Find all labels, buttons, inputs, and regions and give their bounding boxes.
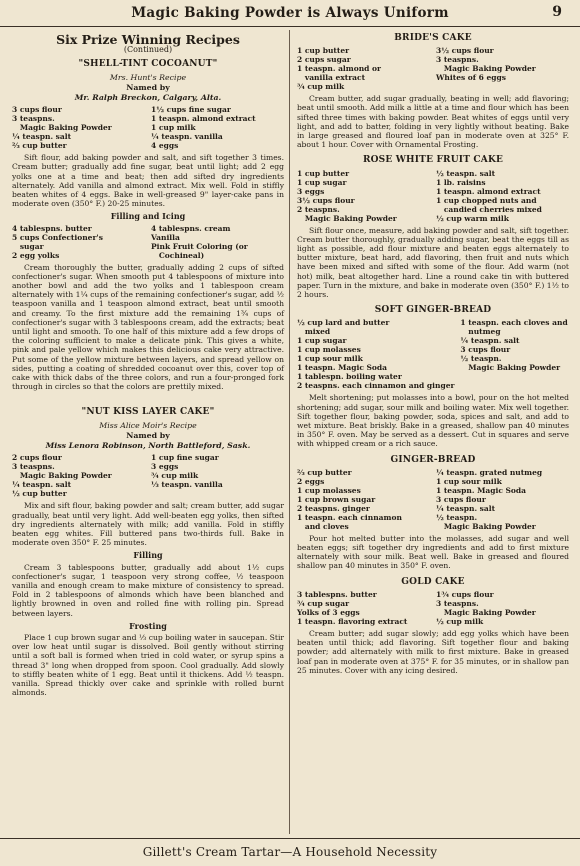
ingredient-line: 2 teaspns. <box>297 204 340 214</box>
ingredient-column <box>297 590 436 626</box>
ingredient-line: 3 eggs <box>151 462 179 472</box>
left-column <box>12 32 284 699</box>
recipe-method: Cream butter; add sugar slowly; add egg yolks which have been beaten until thick; add flavoring. Sift together flour and baking powder; add alternately with milk to first mixture. Bake in greased loaf pan in moderate oven at 375° F. for 35 minutes, or in shallow pan 25 minutes. Cover with any icing desired. <box>297 628 569 675</box>
ingredient-line: 3½ cups flour <box>436 46 494 56</box>
ingredient-line: ¼ teaspn. vanilla <box>151 132 223 142</box>
ingredient-line: ¼ teaspn. salt <box>436 503 496 513</box>
ingredient-line: 4 eggs <box>151 141 179 151</box>
ingredient-line: Magic Baking Powder <box>297 213 397 223</box>
recipe-rose-white-fruit-cake <box>297 156 569 299</box>
ingredient-line: 1¾ cups flour <box>436 589 494 599</box>
ingredient-line: 1 cup brown sugar <box>297 494 376 504</box>
ingredient-line: ½ teaspn. salt <box>436 168 496 178</box>
ingredient-line: 1 cup molasses <box>297 485 361 495</box>
ingredient-column <box>297 318 460 390</box>
ingredient-line: 1 cup butter <box>297 46 350 56</box>
ingredient-line: vanilla extract <box>297 73 366 83</box>
recipe-title: "NUT KISS LAYER CAKE" <box>81 407 215 418</box>
ingredient-line: 1 cup sugar <box>297 177 347 187</box>
ingredient-line: Magic Baking Powder <box>436 64 536 74</box>
recipe-title: GOLD CAKE <box>401 576 465 587</box>
ingredient-line: 3 cups flour <box>436 494 486 504</box>
ingredient-line: Whites of 6 eggs <box>436 73 506 83</box>
page-footer <box>0 838 580 866</box>
recipe-shell-tint-cocoanut <box>12 60 284 391</box>
ingredient-line: ⅔ cup butter <box>12 141 67 151</box>
subrecipe-title: Frosting <box>129 620 167 631</box>
ingredient-line: Cochineal) <box>151 250 205 260</box>
ingredient-line: ¼ teaspn. salt <box>12 480 72 490</box>
ingredient-line: and cloves <box>297 521 349 531</box>
recipe-method: Cream 3 tablespoons butter, gradually add about 1½ cups confectioner's sugar, 1 teaspoon very strong coffee, ½ teaspoon vanilla and enough cream to make mixture of consistency to spread. Fold in 2 tablespoons of almonds which have been blanched and lightly browned in oven and rolled fine with rolling pin. Spread between layers. <box>12 562 284 618</box>
ingredient-column <box>12 224 151 260</box>
recipe-gold-cake <box>297 578 569 675</box>
ingredient-line: candied cherries mixed <box>436 204 542 214</box>
ingredient-column <box>12 453 151 498</box>
ingredient-line: 2 teaspns. ginger <box>297 503 370 513</box>
namer: Mr. Ralph Breckon, Calgary, Alta. <box>74 93 222 103</box>
ingredient-list <box>297 468 569 531</box>
ingredient-column <box>436 169 569 223</box>
ingredient-column <box>436 590 569 626</box>
ingredient-line: sugar <box>12 241 44 251</box>
ingredient-column <box>297 169 436 223</box>
ingredient-line: 1 cup milk <box>151 123 196 133</box>
recipe-method: Mix and sift flour, baking powder and salt; cream butter, add sugar gradually, beat until very light. Add well-beaten egg yolks, then sifted dry ingredients alternately with milk; add vanilla. Fold in stiffly beaten egg whites. Fill buttered pans two-thirds full. Bake in moderate oven 350° F. 25 minutes. <box>12 501 284 548</box>
ingredient-list <box>297 318 569 390</box>
ingredient-line: 1 teaspn. each cloves and <box>460 318 568 328</box>
recipe-title: ROSE WHITE FRUIT CAKE <box>362 155 504 166</box>
recipe-title: GINGER-BREAD <box>390 454 476 465</box>
ingredient-line: 3 teaspns. <box>436 598 479 608</box>
recipe-method: Cream butter, add sugar gradually, beating in well; add flavoring; beat until smooth. Add milk a little at a time and flour which has been sifted three times with baking powder. Beat whites of eggs until very light, and add to batter, folding in very lightly without beating. Bake in large greased and floured loaf pan in moderate oven at 325° F. about 1 hour. Cover with Ornamental Frosting. <box>297 94 569 150</box>
ingredient-line: 1 cup sour milk <box>297 354 363 364</box>
ingredient-line: 3 teaspns. <box>436 55 479 65</box>
ingredient-line: Vanilla <box>151 232 180 242</box>
ingredient-line: 2 egg yolks <box>12 250 60 260</box>
ingredient-line: 3 cups flour <box>460 345 511 355</box>
ingredient-line: 1 cup butter <box>297 168 350 178</box>
recipe-title: BRIDE'S CAKE <box>394 33 472 43</box>
recipe-title: "SHELL-TINT COCOANUT" <box>78 59 218 70</box>
ingredient-line: ⅔ cup butter <box>297 467 352 477</box>
continued-label: (Continued) <box>123 45 173 55</box>
ingredient-line: 1 teaspn. almond or <box>297 64 381 74</box>
recipe-source: Miss Alice Moir's Recipe <box>99 420 197 430</box>
ingredient-line: 3 teaspns. <box>12 114 55 124</box>
ingredient-line: 5 cups Confectioner's <box>12 232 103 242</box>
ingredient-line: 1 teaspn. Magic Soda <box>297 363 388 373</box>
section-title: Six Prize Winning Recipes <box>56 32 240 47</box>
named-by-label: Named by <box>126 430 170 440</box>
ingredient-line: 1 cup molasses <box>297 345 361 355</box>
ingredient-line: 2 cups sugar <box>297 55 351 65</box>
recipe-method: Place 1 cup brown sugar and ⅓ cup boiling water in saucepan. Stir over low heat until sugar is dissolved. Boil gently without stirring until a soft ball is formed when tried in cold water, or syrup spins a thread 3" long when dropped from spoon. Cool gradually. Add slowly to stiffly beaten white of 1 egg. Beat until it thickens. Add ½ teaspn. vanilla. Spread thickly over cake and sprinkle with rolled burnt almonds. <box>12 632 284 698</box>
ingredient-line: 4 tablespns. cream <box>151 223 231 233</box>
ingredient-line: 1 lb. raisins <box>436 177 486 187</box>
ingredient-list <box>12 224 284 260</box>
ingredient-line: 3 teaspns. <box>12 462 55 472</box>
ingredient-line: 3 eggs <box>297 186 325 196</box>
recipe-method: Sift flour once, measure, add baking powder and salt, sift together. Cream butter thoroughly, gradually adding sugar, beat the eggs till as light as possible, add flour mixture and beaten eggs alternately to butter mixture, beat hard, add flavoring, then fruit and nuts which have been mixed and sifted with some of the flour. Add warm (not hot) milk, beat altogether hard. Line a round cake tin with buttered paper. Turn in the mixture, and bake in moderate oven (350° F.) 1½ to 2 hours. <box>297 225 569 300</box>
recipe-method: Pour hot melted butter into the molasses, add sugar and well beaten eggs; sift together dry ingredients and add to first mixture alternately with sour milk. Beat well. Bake in greased and floured shallow pan 40 minutes in 350° F. oven. <box>297 533 569 571</box>
ingredient-line: 1 cup chopped nuts and <box>436 195 537 205</box>
recipe-method: Cream thoroughly the butter, gradually adding 2 cups of sifted confectioner's sugar. When smooth put 4 tablespoons of mixture into another bowl and add the two yolks and 1 tablespoon cream alternately with 1¼ cups of the remaining confectioner's sugar, add ½ teaspoon vanilla and 1 teaspoon almond extract, beat until smooth and creamy. To the first mixture add the remaining 1¾ cups of confectioner's sugar with 3 tablespoons cream, add the extracts; beat until light and smooth. To one half of this mixture add a few drops of the coloring sufficient to make a delicate pink. This gives a white, pink and pale yellow which makes this delicious cake very attractive. Put some of the yellow mixture between layers, and spread yellow on sides, putting a coating of shredded cocoanut over this, cover top of cake with thick dabs of the three colors, and run a four-pronged fork through in circles so that the colors are prettily mixed. <box>12 262 284 392</box>
ingredient-line: nutmeg <box>460 327 501 337</box>
ingredient-column <box>436 468 569 531</box>
ingredient-line: 1 teaspn. flavoring extract <box>297 616 408 626</box>
ingredient-line: 2 eggs <box>297 476 325 486</box>
subrecipe-title: Filling and Icing <box>110 211 186 222</box>
ingredient-line: ½ cup lard and butter <box>297 318 390 328</box>
ingredient-list <box>12 453 284 498</box>
ingredient-line: ½ cup milk <box>436 616 484 626</box>
ingredient-column <box>151 224 284 260</box>
recipe-brides-cake <box>297 34 569 149</box>
ingredient-line: ¼ teaspn. salt <box>460 336 520 346</box>
footer-text: Gillett's Cream Tartar—A Household Necessity <box>142 845 438 859</box>
ingredient-line: ½ teaspn. <box>460 354 502 364</box>
page-number: 9 <box>552 4 562 20</box>
ingredient-line: 1 tablespn. boiling water <box>297 372 402 382</box>
ingredient-list <box>297 590 569 626</box>
ingredient-list <box>12 105 284 150</box>
ingredient-line: ¾ cup sugar <box>297 598 350 608</box>
ingredient-line: 3½ cups flour <box>297 195 355 205</box>
ingredient-line: Magic Baking Powder <box>12 471 112 481</box>
column-divider <box>289 30 290 834</box>
ingredient-line: 1 teaspn. almond extract <box>151 114 256 124</box>
subrecipe-title: Filling <box>133 550 163 561</box>
ingredient-line: 2 teaspns. each cinnamon and ginger <box>297 381 455 391</box>
ingredient-line: 1 cup fine sugar <box>151 453 219 463</box>
ingredient-line: ¾ cup milk <box>151 471 199 481</box>
ingredient-line: Yolks of 3 eggs <box>297 607 360 617</box>
recipe-title: SOFT GINGER-BREAD <box>374 305 492 316</box>
ingredient-line: Magic Baking Powder <box>460 363 561 373</box>
ingredient-line: ½ teaspn. <box>436 512 478 522</box>
ingredient-line: ¼ teaspn. salt <box>12 132 72 142</box>
ingredient-line: 4 tablespns. butter <box>12 223 92 233</box>
ingredient-line: ½ cup butter <box>12 489 67 499</box>
ingredient-line: ⅓ teaspn. vanilla <box>151 480 223 490</box>
ingredient-line: 1 teaspn. each cinnamon <box>297 512 402 522</box>
ingredient-line: Magic Baking Powder <box>436 607 536 617</box>
ingredient-column <box>151 453 284 498</box>
ingredient-line: ½ cup warm milk <box>436 213 509 223</box>
ingredient-line: 1½ cups fine sugar <box>151 105 231 115</box>
recipe-method: Sift flour, add baking powder and salt, and sift together 3 times. Cream butter; gradually add fine sugar, beat until light; add 2 egg yolks one at a time and beat; then add sifted dry ingredients alternately. Add vanilla and almond extract. Mix well. Fold in stiffly beaten whites of 4 eggs. Bake in well-greased 9" layer-cake pans in moderate oven (350° F.) 20-25 minutes. <box>12 153 284 209</box>
page-header <box>0 0 580 27</box>
ingredient-line: 1 teaspn. almond extract <box>436 186 541 196</box>
ingredient-column <box>436 46 569 91</box>
ingredient-line: ¾ cup milk <box>297 82 345 92</box>
ingredient-line: 3 tablespns. butter <box>297 589 377 599</box>
ingredient-line: Magic Baking Powder <box>436 521 536 531</box>
ingredient-list <box>297 169 569 223</box>
ingredient-line: Magic Baking Powder <box>12 123 112 133</box>
ingredient-column <box>297 46 436 91</box>
namer: Miss Lenora Robinson, North Battleford, Sask. <box>45 441 251 451</box>
right-column <box>297 32 569 677</box>
ingredient-column <box>297 468 436 531</box>
ingredient-column <box>460 318 569 390</box>
ingredient-line: 2 cups flour <box>12 453 62 463</box>
ingredient-line: 1 cup sugar <box>297 336 347 346</box>
recipe-method: Melt shortening; put molasses into a bowl, pour on the hot melted shortening; add sugar, sour milk and boiling water. Mix well together. Sift together flour, baking powder, soda, spices and salt, and add to wet mixture. Beat briskly. Bake in a greased, shallow pan 40 minutes in 350° F. oven. May be served as a dessert. Cut in squares and serve with whipped cream or a rich sauce. <box>297 393 569 449</box>
ingredient-line: 1 cup sour milk <box>436 476 502 486</box>
ingredient-column <box>151 105 284 150</box>
ingredient-line: ¼ teaspn. grated nutmeg <box>436 467 543 477</box>
ingredient-line: 3 cups flour <box>12 105 62 115</box>
ingredient-column <box>12 105 151 150</box>
ingredient-line: Pink Fruit Coloring (or <box>151 241 248 251</box>
recipe-ginger-bread <box>297 456 569 571</box>
ingredient-list <box>297 46 569 91</box>
ingredient-line: 1 teaspn. Magic Soda <box>436 485 527 495</box>
recipe-soft-ginger-bread <box>297 306 569 448</box>
named-by-label: Named by <box>126 82 170 92</box>
header-title: Magic Baking Powder is Always Uniform <box>131 5 449 21</box>
recipe-source: Mrs. Hunt's Recipe <box>109 72 187 82</box>
recipe-nut-kiss-layer-cake <box>12 408 284 697</box>
ingredient-line: mixed <box>297 327 331 337</box>
